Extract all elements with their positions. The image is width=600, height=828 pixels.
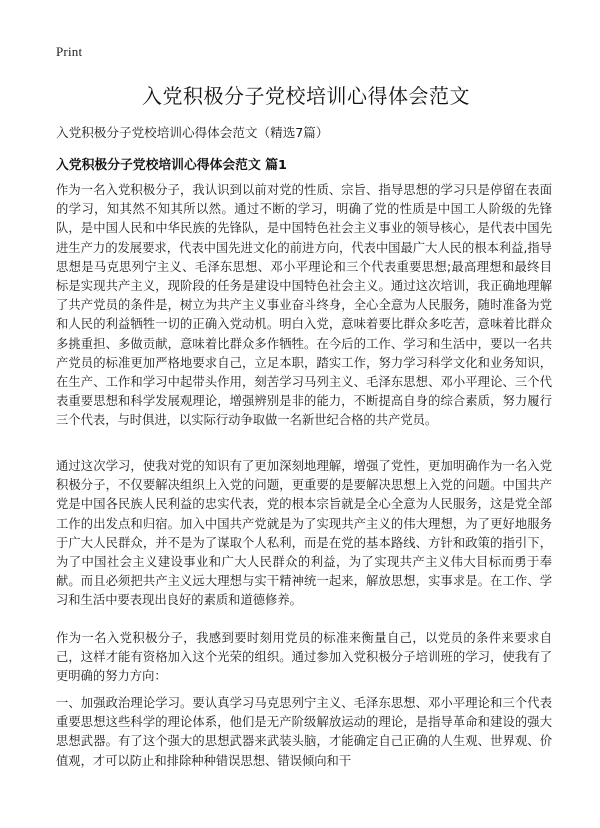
- body-paragraph: 作为一名入党积极分子，我感到要时刻用党员的标准来衡量自己，以党员的条件来要求自己，这样才能有资格加入这个光荣的组织。通过参加入党积极分子培训班的学习，使我有了更明确的努力方向：: [56, 631, 552, 684]
- body-paragraph: 一、加强政治理论学习。要认真学习马克思列宁主义、毛泽东思想、邓小平理论和三个代表重要思想这些科学的理论体系，他们是无产阶级解放运动的理论，是指导革命和建设的强大思想武器。有了这个强大的思想武器来武装头脑，才能确定自己正确的人生观、世界观、价值观，才可以防止和排除种种错误思想、错误倾向和干: [56, 696, 552, 768]
- page-title: 入党积极分子党校培训心得体会范文: [142, 84, 470, 108]
- body-paragraph: 通过这次学习，使我对党的知识有了更加深刻地理解，增强了党性，更加明确作为一名入党积极分子，不仅要解决组织上入党的问题，更重要的是要解决思想上入党的问题。中国共产党是中国各民族人民利益的忠实代表，党的根本宗旨就是全心全意为人民服务，这是党全部工作的出发点和归宿。加入中国共产党就是为了实现共产主义的伟大理想，为了更好地服务于广大人民群众，并不是为了谋取个人私利，而是在党的基本路线、方针和政策的指引下，为了中国社会主义建设事业和广大人民群众的利益，为了实现共产主义伟大目标而勇于奉献。而且必须把共产主义远大理想与实干精神统一起来，解放思想，实事求是。在工作、学习和生活中要表现出良好的素质和道德修养。: [56, 459, 552, 608]
- body-paragraph: 作为一名入党积极分子，我认识到以前对党的性质、宗旨、指导思想的学习只是停留在表面的学习，知其然不知其所以然。通过不断的学习，明确了党的性质是中国工人阶级的先锋队，是中国人民和中华民族的先锋队，是中国特色社会主义事业的领导核心，是代表中国先进生产力的发展要求，代表中国先进文化的前进方向，代表中国最广大人民的根本利益,指导思想是马克思列宁主义、毛泽东思想、邓小平理论和三个代表重要思想;最高理想和最终目标是实现共产主义，现阶段的任务是建设中国特色社会主义。通过这次培训，我正确地理解了共产党员的条件是，树立为共产主义事业奋斗终身，全心全意为人民服务，随时准备为党和人民的利益牺牲一切的正确入党动机。明白入党，意味着要比群众多吃苦，意味着比群众多挑重担、多做贡献，意味着比群众多作牺牲。在今后的工作、学习和生活中，要以一名共产党员的标准更加严格地要求自己，立足本职，踏实工作，努力学习科学文化和业务知识，在生产、工作和学习中起带头作用，刻苦学习马列主义、毛泽东思想、邓小平理论、三个代表重要思想和科学发展观理论，增强辨别是非的能力，不断提高自身的综合素质，努力履行三个代表，与时俱进，以实际行动争取做一名新世纪合格的共产党员。: [56, 183, 552, 428]
- print-link[interactable]: Print: [56, 44, 83, 59]
- document-subtitle: 入党积极分子党校培训心得体会范文（精选7篇）: [56, 125, 329, 140]
- section-heading: 入党积极分子党校培训心得体会范文 篇1: [56, 158, 287, 173]
